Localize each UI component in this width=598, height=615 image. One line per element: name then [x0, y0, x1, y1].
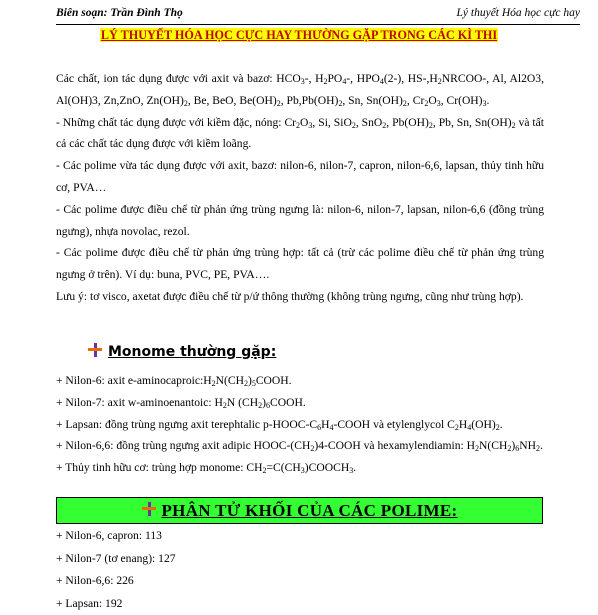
cross-bullet-icon	[142, 502, 156, 516]
paragraph-amphoteric: Các chất, ion tác dụng được với axit và bazơ: $HCO_3-$, $H_2PO_4-$, $HPO_4(2-)$, $HS-,H_2NRCOO-$, Al, Al2O3, Al(OH)3, Zn,ZnO, $Zn(OH)_2$, Be, BeO, $Be(OH)_2$, $Pb,Pb(OH)_2$, Sn, $Sn(OH)_2$, $Cr_2O_3$, $Cr(OH)_3$.	[56, 72, 545, 108]
monomer-item-nilon6: + Nilon-6: axit $e-aminocaproic:H_2N(CH_2)_5COOH$.	[56, 374, 292, 388]
list-item: + Nilon-6, capron: 113	[56, 529, 162, 542]
page-header	[56, 4, 580, 25]
monomer-item-lapsan: + Lapsan: đồng trùng ngưng axit terephtalic $p-HOOC-C_6H_4$-COOH và etylenglycol $C_2H_4(OH)_2$.	[56, 417, 503, 432]
monomer-heading-text: Monome thường gặp:	[108, 344, 277, 360]
cross-bullet-icon	[88, 343, 102, 357]
paragraph-addition: - Các polime được điều chế từ phản ứng trùng hợp: tất cả (trừ các polime điều chế từ phản ứng trùng ngưng ở trên). Ví dụ: buna, PVC, PE, PVA….	[56, 246, 544, 282]
paragraph-note: Lưu ý: tơ visco, axetat được điều chế từ p/ứ thông thường (không trùng ngưng, cũng như trùng hợp).	[56, 289, 524, 303]
paragraph-alkali: - Những chất tác dụng được với kiềm đặc, nóng: $Cr_2O_3$, Si, SiO$_2$, SnO$_2$, $Pb(OH)_2$, Pb, Sn, $Sn(OH)_2$ và tất cả các chất tác dụng được với kiềm loãng.	[56, 115, 545, 151]
paragraph-condensation: - Các polime được điều chế từ phản ứng trùng ngưng là: nilon-6, nilon-7, lapsan, nilon-6,6 (đồng trùng ngưng), nhựa novolac, rezol.	[56, 202, 544, 238]
polymer-mass-heading	[56, 497, 543, 524]
monomer-heading	[88, 343, 276, 361]
paragraph-polymer-acid-base: - Các polime vừa tác dụng được với axit, bazơ: nilon-6, nilon-7, capron, nilon-6,6, lapsan, thủy tinh hữu cơ, PVA…	[56, 159, 544, 194]
polymer-mass-heading-text: PHÂN TỬ KHỐI CỦA CÁC POLIME:	[161, 501, 458, 520]
polymer-mass-list	[56, 525, 544, 615]
monomer-list	[56, 370, 544, 479]
body-text	[56, 68, 544, 308]
monomer-item-nilon7: + Nilon-7: axit w-aminoenantoic: $H_2N$ $(CH_2)_6COOH$.	[56, 395, 306, 410]
list-item: + Nilon-6,6: 226	[56, 574, 134, 588]
list-item: + Nilon-7 (tơ enang): 127	[56, 551, 176, 565]
document-title-text: LÝ THUYẾT HÓA HỌC CỰC HAY THƯỜNG GẶP TRONG CÁC KÌ THI	[100, 28, 498, 42]
document-title	[0, 28, 598, 43]
monomer-item-glass: + Thủy tinh hữu cơ: trùng hợp monome: $CH_2=C(CH_3)COOCH_3$.	[56, 461, 357, 476]
monomer-item-nilon66: + Nilon-6,6: đồng trùng ngưng axit adipic HOOC-$(CH_2)4$-COOH và hexamylendiamin: $H_2N(CH_2)_6NH_2$.	[56, 439, 543, 454]
list-item: + Lapsan: 192	[56, 596, 123, 610]
header-subject: Lý thuyết Hóa học cực hay	[456, 7, 580, 19]
header-author: Biên soạn: Trần Đình Thọ	[56, 7, 183, 19]
